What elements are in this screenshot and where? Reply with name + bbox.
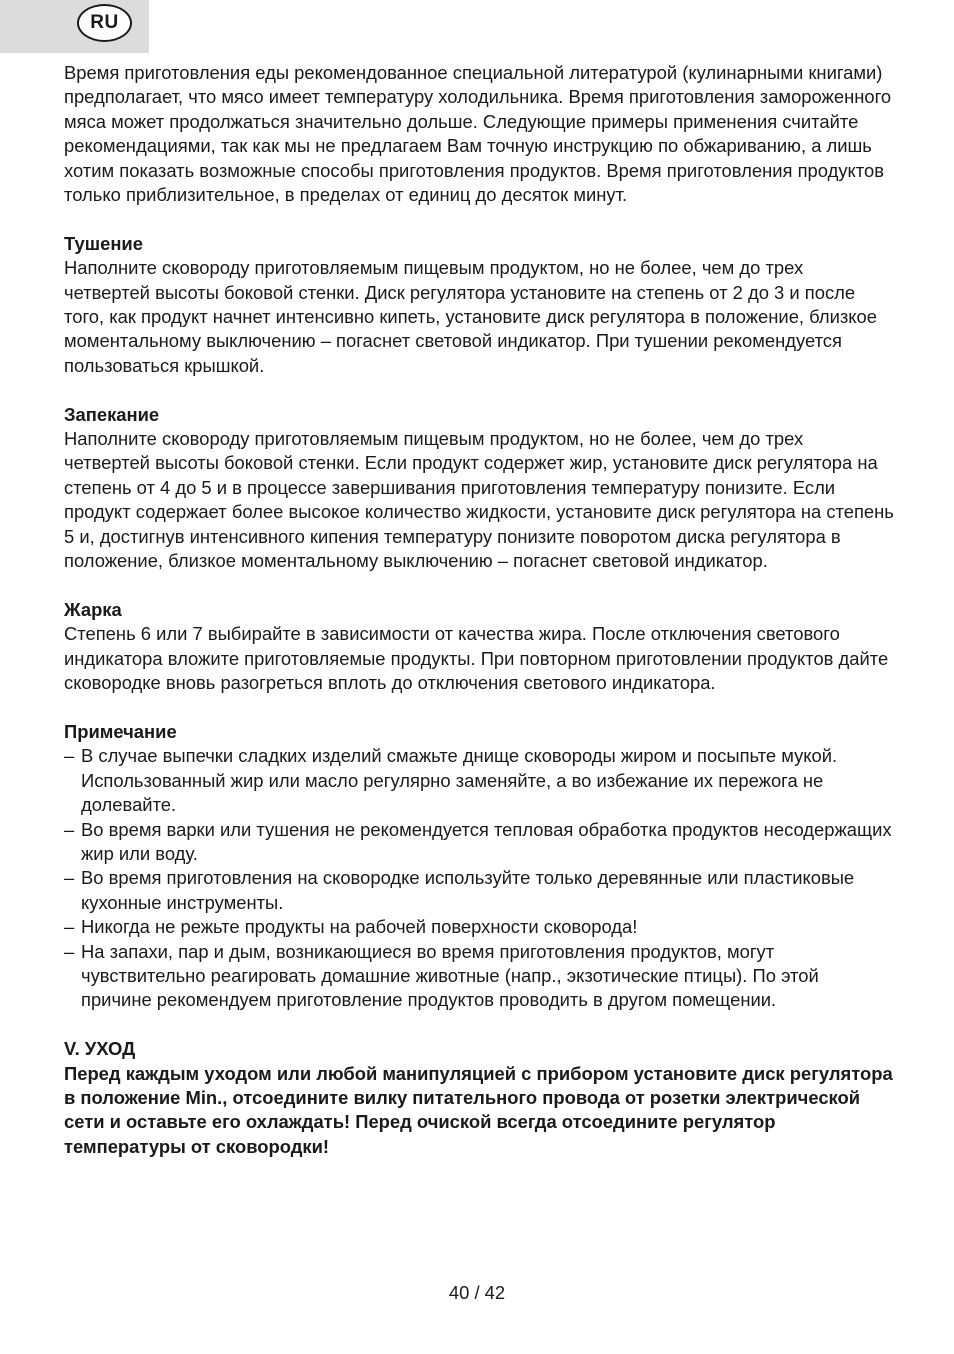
section-heading: Запекание — [64, 403, 160, 425]
care-warning-text: Перед каждым уходом или любой манипуляцией с прибором установите диск регулятора в положение Min., отсоедините вилку питательного провода от розетки электрической сети и оставьте его охлаждать! Перед очиской всегда отсоедините регулятор температуры от сковородки! — [64, 1062, 893, 1157]
list-item — [64, 744, 894, 817]
dash-bullet: – — [64, 916, 75, 938]
dash-bullet: – — [64, 867, 75, 889]
list-item-text: Во время приготовления на сковородке используйте только деревянные или пластиковые кухонные инструменты. — [81, 867, 855, 913]
section-heading: Жарка — [64, 598, 122, 620]
list-item-text: Во время варки или тушения не рекомендуется тепловая обработка продуктов несодержащих жир или воду. — [81, 818, 892, 864]
language-badge: RU — [77, 4, 132, 42]
note-list — [64, 744, 894, 1012]
dash-bullet: – — [64, 940, 75, 962]
intro-paragraph: Время приготовления еды рекомендованное специальной литературой (кулинарными книгами) предполагает, что мясо имеет температуру холодильника. Время приготовления замороженного мяса может продолжаться значительно дольше. Следующие примеры применения считайте рекомендациями, так как мы не предлагаем Вам точную инструкцию по обжариванию, а лишь хотим показать возможные способы приготовления продуктов. Время приготовления продуктов только приблизительное, в пределах от единиц до десяток минут. — [64, 62, 892, 206]
section-heading: V. УХОД — [64, 1038, 136, 1060]
dash-bullet: – — [64, 745, 75, 767]
section-text: Наполните сковороду приготовляемым пищевым продуктом, но не более, чем до трех четвертей высоты боковой стенки. Диск регулятора установите на степень от 2 до 3 и после того, как продукт начнет интенсивно кипеть, установите диск регулятора в положение, близкое моментальному выключению – погаснет световой индикатор. При тушении рекомендуется пользоваться крышкой. — [64, 257, 877, 376]
section-stewing — [64, 232, 894, 378]
list-item-text: На запахи, пар и дым, возникающиеся во время приготовления продуктов, могут чувствительно реагировать домашние животные (напр., экзотические птицы). По этой причине рекомендуем приготовление продуктов проводить в другом помещении. — [81, 940, 819, 1011]
section-heading: Тушение — [64, 232, 143, 254]
list-item — [64, 940, 894, 1013]
list-item — [64, 915, 894, 939]
list-item-text: В случае выпечки сладких изделий смажьте днище сковороды жиром и посыпьте мукой. Использованный жир или масло регулярно заменяйте, а во избежание их пережога не долевайте. — [81, 745, 838, 816]
document-body — [64, 61, 894, 1159]
section-note — [64, 720, 894, 1013]
section-heading: Примечание — [64, 720, 177, 742]
list-item-text: Никогда не режьте продукты на рабочей поверхности сковорода! — [81, 916, 638, 938]
section-baking — [64, 403, 894, 574]
list-item — [64, 866, 894, 915]
dash-bullet: – — [64, 818, 75, 840]
section-care — [64, 1037, 894, 1159]
list-item — [64, 818, 894, 867]
section-frying — [64, 598, 894, 696]
page-number: 40 / 42 — [448, 1282, 506, 1303]
section-text: Степень 6 или 7 выбирайте в зависимости от качества жира. После отключения светового индикатора вложите приготовляемые продукты. При повторном приготовлении продуктов дайте сковородке вновь разогреться вплоть до отключения светового индикатора. — [64, 623, 889, 694]
section-text: Наполните сковороду приготовляемым пищевым продуктом, но не более, чем до трех четвертей высоты боковой стенки. Если продукт содержет жир, установите диск регулятора на степень от 4 до 5 и в процессе завершивания приготовления температуру понизите. Если продукт содержает более высокое количество жидкости, установите диск регулятора на степень 5 и, достигнув интенсивного кипения температуру понизите поворотом диска регулятора в положение, близкое моментальному выключению – погаснет световой индикатор. — [64, 428, 894, 572]
language-tab — [0, 0, 149, 53]
